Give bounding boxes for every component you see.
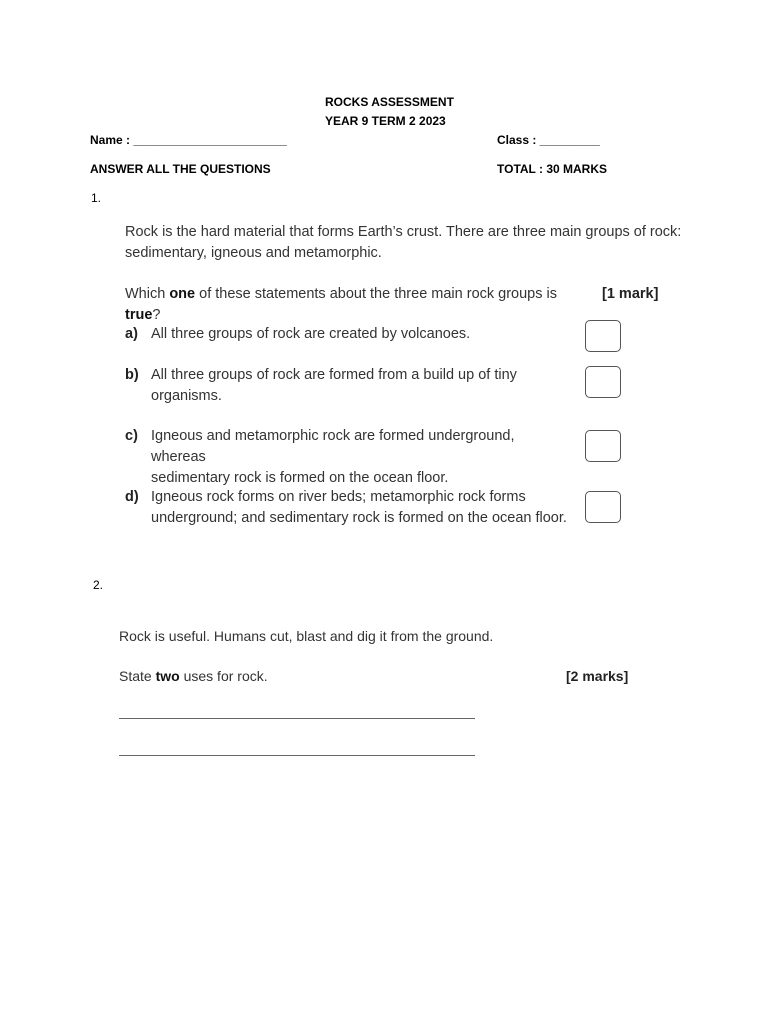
class-field-label: Class : _________ [497, 133, 600, 147]
option-d-line-2: underground; and sedimentary rock is formed on the ocean floor. [151, 510, 567, 526]
option-c-line-1: Igneous and metamorphic rock are formed underground, whereas [151, 428, 515, 465]
assessment-subtitle: YEAR 9 TERM 2 2023 [325, 114, 446, 128]
question-2-prompt [119, 666, 419, 687]
option-d-text [151, 487, 571, 529]
option-b-letter: b) [125, 367, 139, 383]
option-c-letter: c) [125, 428, 138, 444]
assessment-title: ROCKS ASSESSMENT [325, 95, 454, 109]
question-2-number: 2. [93, 578, 104, 592]
q2-prompt-part: uses for rock. [179, 668, 268, 684]
option-b-text [151, 365, 571, 407]
option-d-line-1: Igneous rock forms on river beds; metamorphic rock forms [151, 489, 526, 505]
answer-line-1[interactable] [119, 718, 475, 719]
option-d-letter: d) [125, 489, 139, 505]
option-c-line-2: sedimentary rock is formed on the ocean floor. [151, 470, 449, 486]
option-a-checkbox[interactable] [585, 320, 621, 352]
q1-prompt-part: ? [152, 307, 161, 323]
option-c-text [151, 426, 571, 489]
question-1-marks: [1 mark] [602, 286, 659, 302]
q2-prompt-part: State [119, 668, 156, 684]
question-2-marks: [2 marks] [566, 668, 629, 684]
option-b-line-2: organisms. [151, 388, 222, 404]
option-a-text [151, 324, 571, 345]
option-b-checkbox[interactable] [585, 366, 621, 398]
question-1-prompt [125, 284, 595, 326]
question-1-intro [125, 222, 685, 264]
option-a-letter: a) [125, 326, 138, 342]
option-d-checkbox[interactable] [585, 491, 621, 523]
option-b-line-1: All three groups of rock are formed from a build up of tiny [151, 367, 517, 383]
q1-prompt-part: of these statements about the three main rock groups is [195, 286, 558, 302]
q1-prompt-part: Which [125, 286, 170, 302]
option-a-line-1: All three groups of rock are created by volcanoes. [151, 326, 471, 342]
question-1-number: 1. [91, 191, 102, 205]
total-marks: TOTAL : 30 MARKS [497, 162, 608, 176]
question-1-intro-line-1: Rock is the hard material that forms Earth’s crust. There are three main groups of rock: [125, 224, 682, 240]
question-2-intro: Rock is useful. Humans cut, blast and dig it from the ground. [119, 628, 494, 644]
q1-prompt-emphasis-one: one [169, 286, 196, 302]
q2-prompt-emphasis-two: two [155, 668, 180, 684]
name-field-label: Name : _______________________ [90, 133, 287, 147]
question-1-intro-line-2: sedimentary, igneous and metamorphic. [125, 245, 382, 261]
q1-prompt-emphasis-true: true [125, 307, 153, 323]
option-c-checkbox[interactable] [585, 430, 621, 462]
answer-line-2[interactable] [119, 755, 475, 756]
instruction-text: ANSWER ALL THE QUESTIONS [90, 162, 271, 176]
